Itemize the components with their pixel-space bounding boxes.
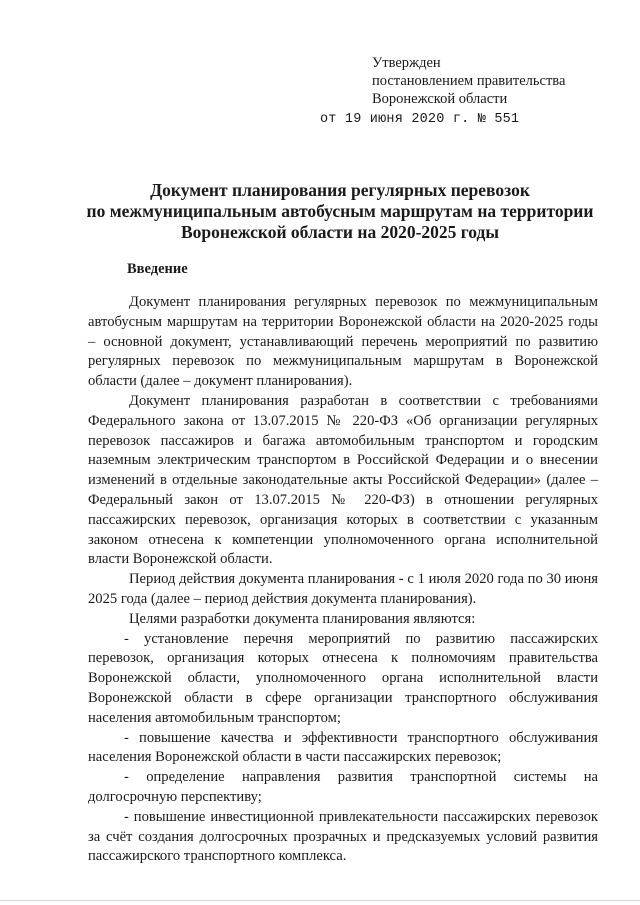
section-heading-introduction: Введение (127, 261, 188, 277)
document-title (60, 180, 620, 243)
approval-line-region: Воронежской области (372, 91, 508, 107)
title-line-3: Воронежской области на 2020-2025 годы (180, 222, 500, 242)
paragraph: Период действия документа планирования - с 1 июля 2020 года по 30 июня 2025 года (далее – период действия документа планирования). (88, 571, 598, 607)
paragraph: Документ планирования разработан в соответствии с требованиями Федерального закона от 13.07.2015 № 220-ФЗ «Об организации регулярных перевозок пассажиров и багажа автомобильным транспортом и городским наземным электрическим транспортом в Российской Федерации и о внесении изменений в отдельные законодательные акты Российской Федерации» (далее – Федеральный закон от 13.07.2015 № 220-ФЗ) в отношении регулярных пассажирских перевозок, организация которых в соответствии с указанным законом отнесена к компетенции уполномоченного органа исполнительной власти Воронежской области. (88, 392, 598, 568)
title-line-2: по межмуниципальным автобусным маршрутам на территории (86, 201, 594, 221)
approval-stamp (320, 54, 566, 127)
goal-list-item: - установление перечня мероприятий по развитию пассажирских перевозок, организация которых отнесена к полномочиям правительства Воронежской области, уполномоченного органа исполнительной власти Воронежской области в сфере организации транспортного обслуживания населения автомобильным транспортом; (88, 630, 598, 726)
title-line-1: Документ планирования регулярных перевозок (150, 180, 530, 200)
paragraph: Документ планирования регулярных перевозок по межмуниципальным автобусным маршрутам на территории Воронежской области на 2020-2025 годы – основной документ, устанавливающий перечень мероприятий по развитию регулярных перевозок по межмуниципальным маршрутам в Воронежской области (далее – документ планирования). (88, 294, 598, 390)
scan-edge-line (0, 900, 640, 901)
goal-list-item: - повышение качества и эффективности транспортного обслуживания населения Воронежской области в части пассажирских перевозок; (88, 729, 598, 766)
approval-line-resolution: постановлением правительства (372, 73, 566, 89)
approval-line-approved: Утвержден (372, 55, 441, 71)
document-body (88, 293, 598, 867)
goal-list-item: - повышение инвестиционной привлекательности пассажирских перевозок за счёт создания долгосрочных прозрачных и предсказуемых условий развития пассажирского транспортного комплекса. (88, 808, 598, 865)
paragraph: Целями разработки документа планирования являются: (129, 610, 476, 627)
goal-list-item: - определение направления развития транспортной системы на долгосрочную перспективу; (88, 769, 598, 805)
approval-date-number: от 19 июня 2020 г. № 551 (320, 112, 520, 127)
